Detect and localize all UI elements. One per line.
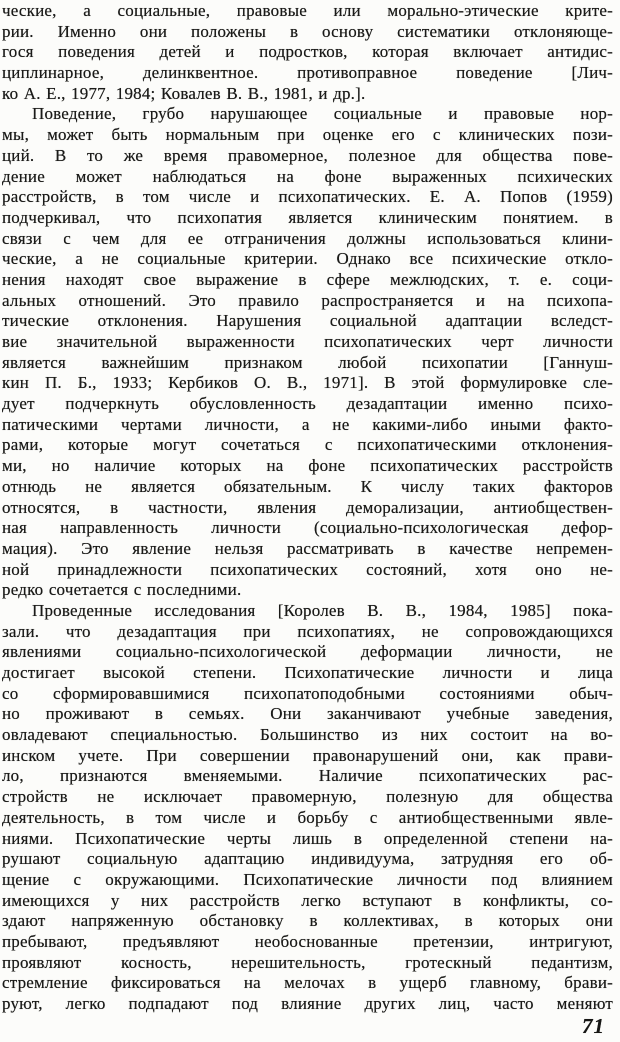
text-line: альных отношений. Это правило распространяется и на психопа- <box>2 290 613 310</box>
text-line: стройств не исключает правомерную, полезную для общества <box>2 787 613 807</box>
text-line: щение с окружающими. Психопатические личности под влиянием <box>2 869 613 889</box>
text-line: мы, может быть нормальным при оценке его с клинических пози- <box>2 125 613 145</box>
text-line: имеющихся у них расстройств легко вступают в конфликты, со- <box>2 890 613 910</box>
text-line: нения находят свое выражение в сфере межлюдских, т. е. соци- <box>2 269 613 289</box>
text-line: ло, признаются вменяемыми. Наличие психопатических рас- <box>2 766 613 786</box>
text-line: расстройств, в том числе и психопатических. Е. А. Попов (1959) <box>2 187 613 207</box>
text-line: редко сочетается с последними. <box>2 580 242 600</box>
text-line: рии. Именно они положены в основу систематики отклоняюще- <box>2 21 613 41</box>
text-line: стремление фиксироваться на мелочах в ущерб главному, брави- <box>2 973 613 993</box>
text-line: ной принадлежности психопатических состояний, хотя оно не- <box>2 559 613 579</box>
text-line: гося поведения детей и подростков, которая включает антидис- <box>2 42 613 62</box>
text-line: пребывают, предъявляют необоснованные претензии, интригуют, <box>2 931 613 951</box>
page-number: 71 <box>582 1014 605 1038</box>
text-line: со сформировавшимися психопатоподобными состояниями обыч- <box>2 683 613 703</box>
text-line: достигает высокой степени. Психопатические личности и лица <box>2 663 613 682</box>
text-line: Поведение, грубо нарушающее социальные и правовые нор- <box>32 104 613 124</box>
text-line: овладевают специальностью. Большинство из них состоит на во- <box>2 725 613 745</box>
text-line: ниями. Психопатические черты лишь в определенной степени на- <box>2 828 613 848</box>
text-line: ческие, а социальные, правовые или морально-этические крите- <box>2 1 613 20</box>
text-line: но проживают в семьях. Они заканчивают учебные заведения, <box>2 704 613 724</box>
text-line: явлениями социально-психологической деформации личности, не <box>2 642 613 662</box>
text-line: ми, но наличие которых на фоне психопатических расстройств <box>2 456 613 476</box>
text-line: рами, которые могут сочетаться с психопатическими отклонения- <box>2 435 613 455</box>
text-line: здают напряженную обстановку в коллективах, в которых они <box>2 911 613 931</box>
text-line: связи с чем для ее отграничения должны использоваться клини- <box>2 228 613 248</box>
text-line: является важнейшим признаком любой психопатии [Ганнуш- <box>2 352 613 372</box>
text-line: ко А. Е., 1977, 1984; Ковалев В. В., 1981, и др.]. <box>2 83 366 103</box>
text-line: отнюдь не является обязательным. К числу таких факторов <box>2 476 613 496</box>
text-line: вие значительной выраженности психопатических черт личности <box>2 332 613 351</box>
text-line: руют, легко подпадают под влияние других лиц, часто меняют <box>2 994 613 1013</box>
text-line: относятся, в частности, явления деморализации, антиобществен- <box>2 497 613 517</box>
text-line: подчеркивал, что психопатия является клиническим понятием. в <box>2 207 613 227</box>
text-line: дение может наблюдаться на фоне выраженных психических <box>2 166 613 186</box>
text-line: ческие, а не социальные критерии. Однако все психические откло- <box>2 249 613 269</box>
text-line: циплинарное, делинквентное. противоправное поведение [Лич- <box>2 63 613 83</box>
text-line: зали. что дезадаптация при психопатиях, не сопровождающихся <box>2 621 613 641</box>
text-line: проявляют косность, нерешительность, гротескный педантизм, <box>2 952 613 972</box>
text-line: патическими чертами личности, а не какими-либо иными факто- <box>2 414 613 434</box>
text-line: рушают социальную адаптацию индивидуума, затрудняя его об- <box>2 849 613 869</box>
text-line: тические отклонения. Нарушения социальной адаптации вследст- <box>2 311 613 331</box>
text-line: ций. В то же время правомерное, полезное для общества пове- <box>2 145 613 165</box>
text-line: дует подчеркнуть обусловленность дезадаптации именно психо- <box>2 394 613 414</box>
text-line: деятельность, в том числе и борьбу с антиобщественными явле- <box>2 807 613 827</box>
text-line: инском учете. При совершении правонарушений они, как прави- <box>2 745 613 765</box>
text-line: Проведенные исследования [Королев В. В., 1984, 1985] пока- <box>32 600 613 620</box>
text-line: мация). Это явление нельзя рассматривать в качестве непремен- <box>2 538 613 558</box>
text-block <box>2 1 613 1015</box>
text-line: кин П. Б., 1933; Кербиков О. В., 1971]. В этой формулировке сле- <box>2 373 613 393</box>
text-line: ная направленность личности (социально-психологическая дефор- <box>2 518 613 538</box>
